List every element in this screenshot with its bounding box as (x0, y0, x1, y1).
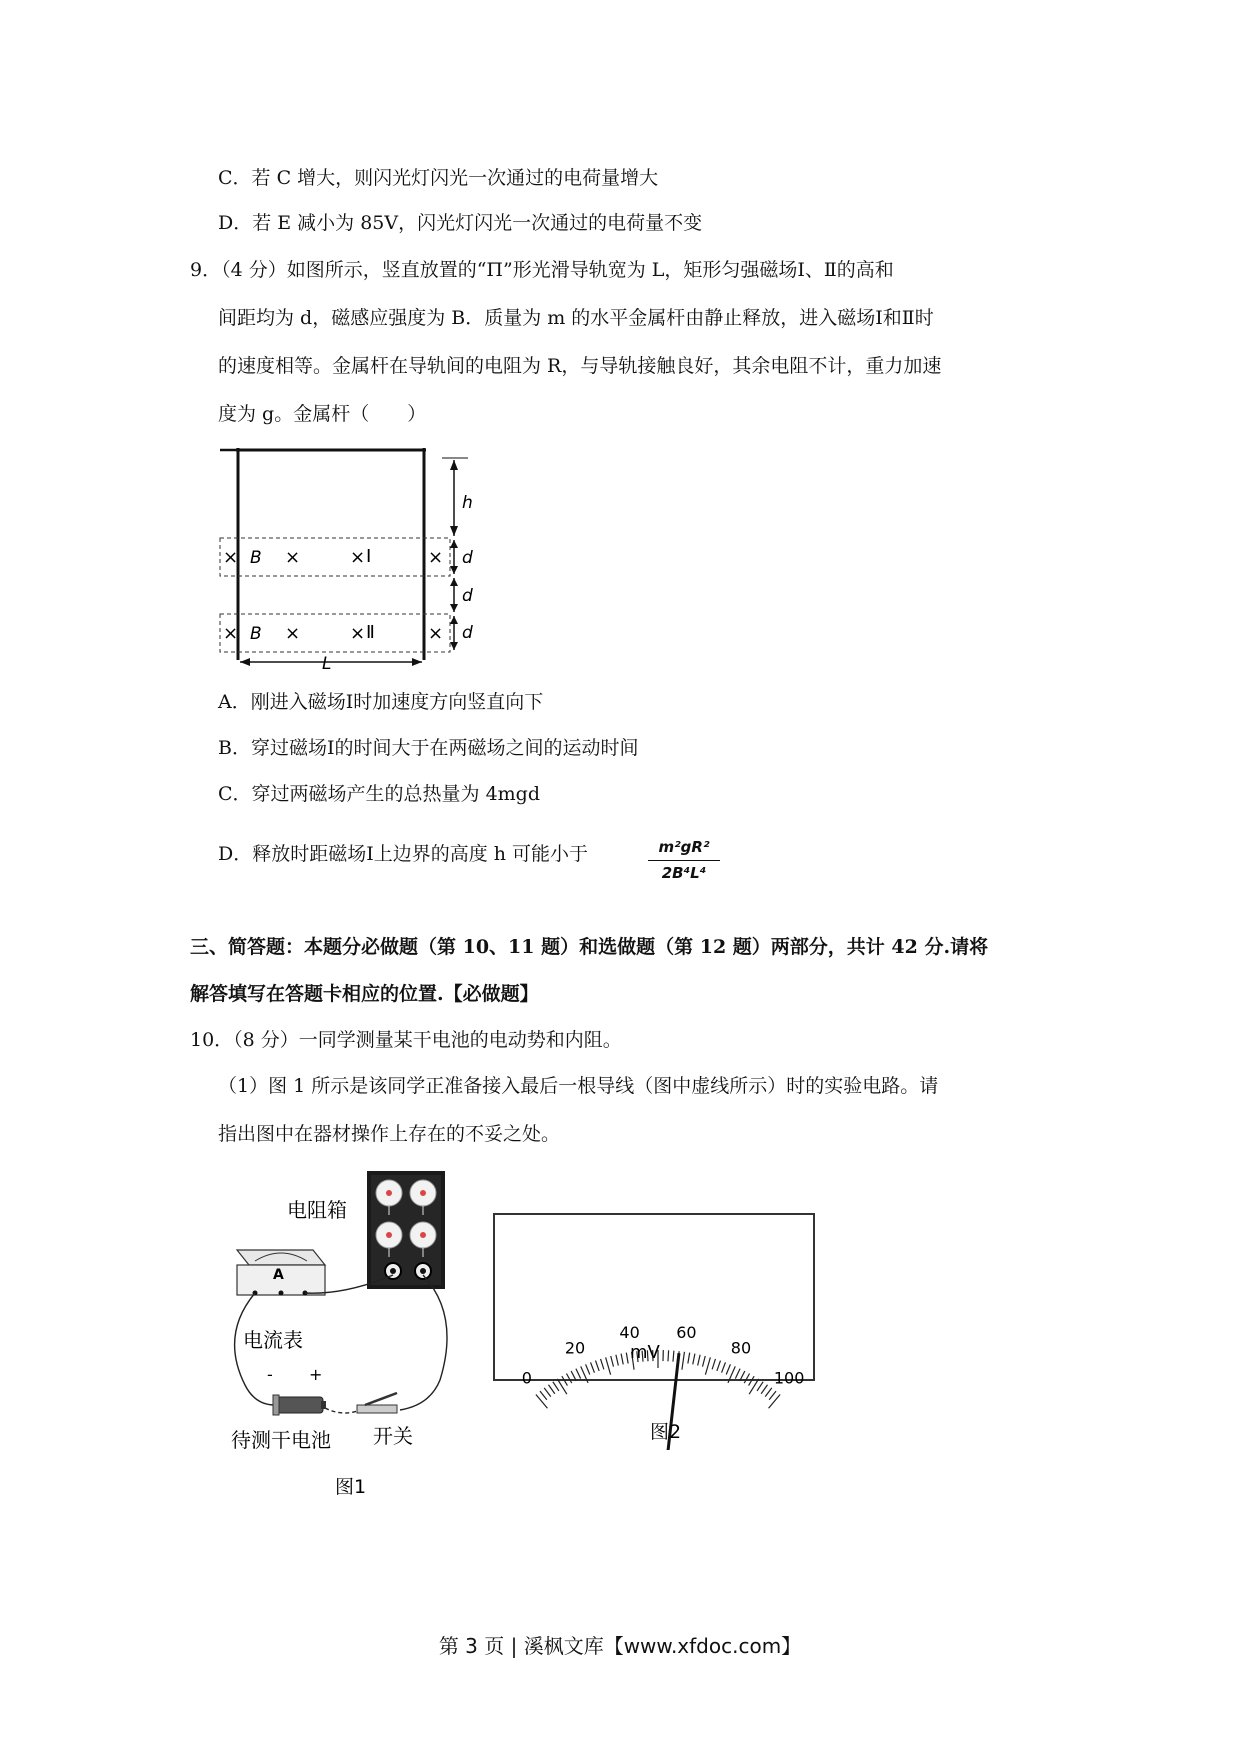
meter-tick (540, 1391, 547, 1400)
page-footer: 第 3 页 | 溪枫文库【www.xfdoc.com】 (438, 1634, 802, 1658)
meter-tick (553, 1382, 559, 1391)
q9-stem-line-2: 间距均为 d，磁感应强度为 B．质量为 m 的水平金属杆由静止释放，进入磁场Ⅰ和Ⅱ时 (218, 307, 934, 329)
field-cross: × (223, 547, 239, 568)
label-h: h (462, 493, 473, 513)
meter-tick-label: 20 (564, 1338, 586, 1358)
battery-minus: - (267, 1365, 273, 1384)
field-cross: × (350, 547, 366, 568)
field-cross: × (223, 623, 239, 644)
meter-tick (757, 1382, 763, 1391)
label-l: L (322, 654, 332, 670)
figure-2-millivoltmeter (490, 1210, 820, 1450)
label-battery: 待测干电池 (231, 1428, 331, 1452)
meter-tick (548, 1385, 554, 1394)
q9-stem-line-4: 度为 g。金属杆（ ） (218, 403, 427, 425)
field-cross: × (285, 547, 301, 568)
fraction-numerator: m²gR² (658, 838, 710, 856)
fraction-denominator: 2B⁴L⁴ (661, 864, 707, 882)
label-d-1: d (462, 548, 473, 568)
label-d-2: d (462, 586, 473, 606)
fraction-bar (648, 860, 720, 861)
q10-part1-line-2: 指出图中在器材操作上存在的不妥之处。 (218, 1123, 561, 1145)
q9-option-a: A．刚进入磁场Ⅰ时加速度方向竖直向下 (218, 691, 544, 713)
label-b-1: B (250, 548, 262, 568)
figure-1-circuit (225, 1165, 475, 1500)
q10-stem: 10．（8 分）一同学测量某干电池的电动势和内阻。 (190, 1029, 622, 1051)
q10-part1-line-1: （1）图 1 所示是该同学正准备接入最后一根导线（图中虚线所示）时的实验电路。请 (218, 1075, 939, 1097)
meter-tick (765, 1388, 772, 1397)
meter-tick (668, 1350, 669, 1361)
meter-tick (761, 1385, 767, 1394)
label-field-i: Ⅰ (366, 546, 372, 567)
q8-option-d: D．若 E 减小为 85V，闪光灯闪光一次通过的电荷量不变 (218, 212, 703, 234)
meter-tick-label: 60 (676, 1322, 697, 1342)
label-d-3: d (462, 623, 473, 643)
section3-line-1: 三、简答题：本题分必做题（第 10、11 题）和选做题（第 12 题）两部分，共计 42 分.请将 (190, 936, 989, 958)
section3-line-2: 解答填写在答题卡相应的位置.【必做题】 (190, 983, 539, 1005)
ammeter-symbol: A (273, 1267, 284, 1283)
q9-option-d: D．释放时距磁场Ⅰ上边界的高度 h 可能小于 (218, 843, 589, 865)
q9-option-b: B．穿过磁场Ⅰ的时间大于在两磁场之间的运动时间 (218, 737, 639, 759)
meter-tick (769, 1391, 776, 1400)
meter-tick (769, 1394, 781, 1408)
label-ammeter: 电流表 (243, 1328, 303, 1352)
meter-tick-label: 80 (730, 1338, 752, 1358)
field-cross: × (428, 547, 444, 568)
meter-tick-label: 0 (521, 1368, 532, 1388)
meter-unit: mV (630, 1342, 660, 1363)
figure-2-caption: 图2 (650, 1421, 682, 1443)
field-cross: × (350, 623, 366, 644)
meter-tick-label: 40 (619, 1322, 640, 1342)
battery-plus: + (309, 1365, 323, 1384)
meter-tick (536, 1394, 548, 1408)
label-b-2: B (250, 624, 262, 644)
label-switch: 开关 (373, 1424, 413, 1448)
q9-rail-figure (210, 438, 500, 670)
q9-option-c: C．穿过两磁场产生的总热量为 4mgd (218, 783, 541, 805)
figure-1-caption: 图1 (335, 1476, 367, 1498)
q8-option-c: C．若 C 增大，则闪光灯闪光一次通过的电荷量增大 (218, 167, 659, 189)
meter-tick-label: 100 (773, 1368, 805, 1388)
q9-stem-line-1: 9．（4 分）如图所示，竖直放置的“Π”形光滑导轨宽为 L，矩形匀强磁场Ⅰ、Ⅱ的高和 (190, 259, 894, 281)
meter-tick (544, 1388, 551, 1397)
field-cross: × (285, 623, 301, 644)
label-field-ii: Ⅱ (366, 622, 375, 643)
field-cross: × (428, 623, 444, 644)
label-resistor-box: 电阻箱 (287, 1198, 347, 1222)
q9-stem-line-3: 的速度相等。金属杆在导轨间的电阻为 R，与导轨接触良好，其余电阻不计，重力加速 (218, 355, 942, 377)
